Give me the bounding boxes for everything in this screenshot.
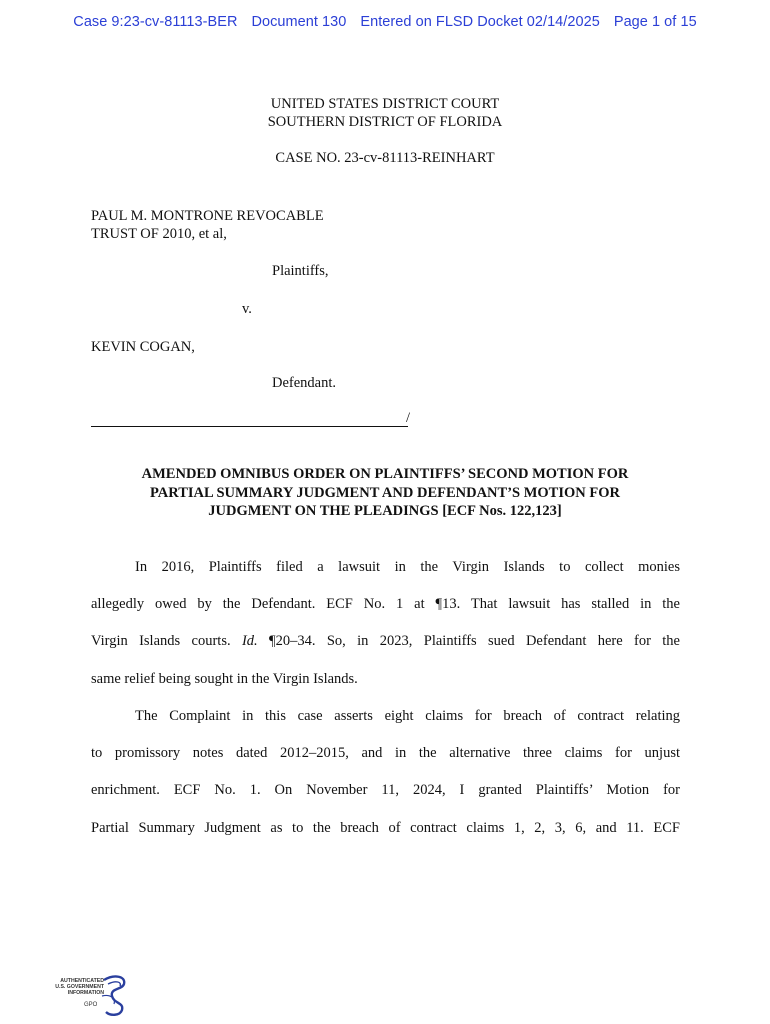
paragraph-1-line3 bbox=[91, 623, 680, 660]
court-name: UNITED STATES DISTRICT COURT bbox=[270, 96, 500, 112]
seal-gpo: GPO bbox=[84, 1002, 98, 1008]
paragraph-2-line2: to promissory notes dated 2012–2015, and in the alternative three claims for unjust bbox=[91, 745, 680, 762]
paragraph-2-line1: The Complaint in this case asserts eight claims for breach of contract relating bbox=[135, 708, 680, 724]
order-title bbox=[0, 465, 770, 521]
plaintiff-name-line1: PAUL M. MONTRONE REVOCABLE bbox=[91, 208, 324, 224]
caption-rule bbox=[91, 426, 408, 427]
paragraph-1-line2: allegedly owed by the Defendant. ECF No. 1 at ¶13. That lawsuit has stalled in the bbox=[91, 596, 680, 613]
defendant-role: Defendant. bbox=[272, 375, 337, 391]
order-title-line1: AMENDED OMNIBUS ORDER ON PLAINTIFFS’ SECOND MOTION FOR bbox=[141, 466, 629, 482]
court-heading bbox=[0, 95, 770, 131]
plaintiff-role: Plaintiffs, bbox=[272, 263, 329, 279]
paragraph-1-line3-text-b: ¶20–34. So, in 2023, Plaintiffs sued Defendant here for the bbox=[257, 633, 680, 650]
gpo-authentication-seal bbox=[44, 974, 130, 1018]
versus: v. bbox=[242, 301, 252, 317]
eagle-icon bbox=[100, 974, 130, 1018]
docket-page-number: Page 1 of 15 bbox=[613, 14, 697, 30]
seal-line3: INFORMATION bbox=[67, 990, 104, 996]
paragraph-2-line3: enrichment. ECF No. 1. On November 11, 2024, I granted Plaintiffs’ Motion for bbox=[91, 782, 680, 799]
order-title-line2: PARTIAL SUMMARY JUDGMENT AND DEFENDANT’S MOTION FOR bbox=[150, 484, 620, 501]
seal-line2: U.S. GOVERNMENT bbox=[55, 984, 104, 990]
docket-case-number: Case 9:23-cv-81113-BER bbox=[73, 14, 238, 30]
docket-header bbox=[0, 14, 770, 30]
citation-id: Id. bbox=[241, 633, 258, 650]
defendant-name: KEVIN COGAN, bbox=[91, 339, 195, 355]
paragraph-2-line4: Partial Summary Judgment as to the breach of contract claims 1, 2, 3, 6, and 11. ECF bbox=[91, 819, 680, 836]
paragraph-2 bbox=[91, 698, 680, 847]
docket-entered-date: Entered on FLSD Docket 02/14/2025 bbox=[360, 14, 600, 30]
seal-text bbox=[44, 978, 104, 996]
docket-document-number: Document 130 bbox=[251, 14, 347, 30]
order-title-line3: JUDGMENT ON THE PLEADINGS [ECF Nos. 122,123] bbox=[208, 503, 562, 519]
paragraph-1-line3-text-a: Virgin Islands courts. bbox=[91, 633, 242, 650]
caption-slash: / bbox=[406, 410, 411, 426]
paragraph-1-line1: In 2016, Plaintiffs filed a lawsuit in the Virgin Islands to collect monies bbox=[135, 559, 680, 575]
court-district: SOUTHERN DISTRICT OF FLORIDA bbox=[267, 114, 503, 130]
plaintiff-name-line2: TRUST OF 2010, et al, bbox=[91, 226, 227, 242]
seal-line1: AUTHENTICATED bbox=[60, 978, 104, 984]
paragraph-1-line4: same relief being sought in the Virgin Islands. bbox=[91, 670, 358, 687]
case-number: CASE NO. 23-cv-81113-REINHART bbox=[275, 150, 495, 166]
paragraph-1 bbox=[91, 549, 680, 698]
